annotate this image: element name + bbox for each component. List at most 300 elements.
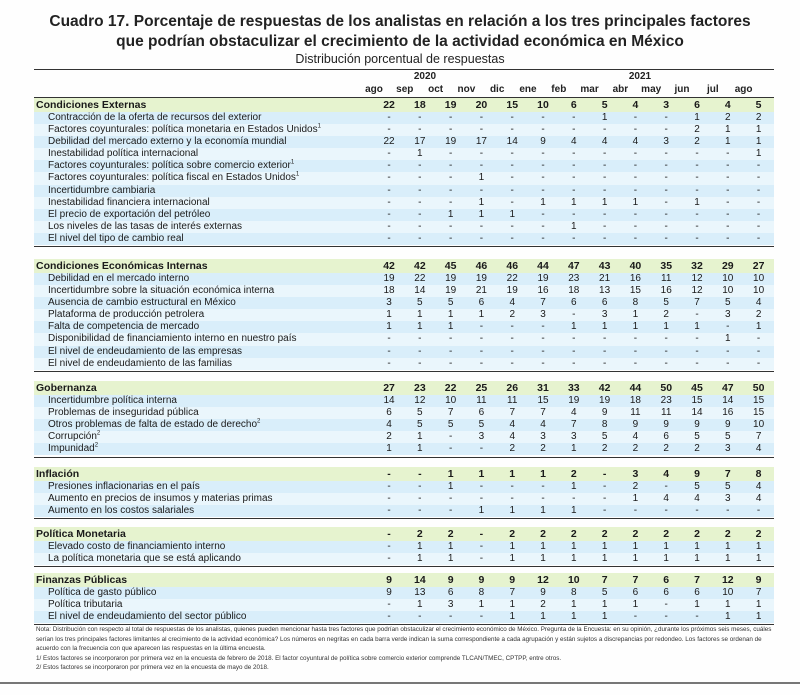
value-cell: - (404, 124, 435, 136)
value-cell: - (682, 221, 713, 233)
value-cell: - (497, 172, 528, 184)
row-label: Elevado costo de financiamiento interno (48, 541, 226, 552)
group-header-row (34, 98, 774, 112)
value-cell: - (712, 321, 743, 333)
value-cell: 15 (743, 395, 774, 407)
value-cell: - (466, 148, 497, 160)
value-cell: - (497, 160, 528, 172)
group-total-cell: 15 (497, 98, 528, 112)
value-cell: 6 (620, 587, 651, 599)
group-rule (34, 246, 774, 247)
value-cell: 10 (743, 419, 774, 431)
value-cell: 6 (651, 431, 682, 443)
value-cell: - (589, 148, 620, 160)
value-cell: 5 (682, 481, 713, 493)
value-cell: 1 (497, 209, 528, 221)
group-total-cell: 1 (528, 467, 559, 481)
value-cell: 1 (558, 541, 589, 553)
group-rule (34, 518, 774, 519)
value-cell: - (374, 505, 405, 517)
value-cell: 16 (712, 407, 743, 419)
table-row (34, 333, 774, 345)
value-cell: 5 (712, 481, 743, 493)
group-total-cell: 14 (404, 573, 435, 587)
group-total-cell: 18 (404, 98, 435, 112)
value-cell: - (528, 493, 559, 505)
value-cell: 1 (743, 599, 774, 611)
group-total-cell: 46 (466, 259, 497, 273)
group-total-cell: 32 (682, 259, 713, 273)
value-cell: 16 (620, 273, 651, 285)
month-header: may (641, 84, 662, 95)
footnote-marker: 1 (295, 172, 300, 179)
row-label-cell (34, 599, 374, 611)
value-cell: 1 (589, 599, 620, 611)
row-label-cell (34, 309, 374, 321)
value-cell: - (404, 611, 435, 623)
row-label: Disponibilidad de financiamiento interno en nuestro país (48, 333, 297, 345)
group-total-cell: 2 (651, 527, 682, 541)
value-cell: 15 (743, 407, 774, 419)
month-header: oct (428, 84, 444, 95)
group-rule (34, 371, 774, 372)
value-cell: - (528, 233, 559, 245)
value-cell: - (682, 346, 713, 358)
value-cell: - (404, 358, 435, 370)
group-total-cell: 2 (404, 527, 435, 541)
value-cell: 1 (404, 599, 435, 611)
value-cell: - (466, 124, 497, 136)
row-label-cell (34, 493, 374, 505)
value-cell: 1 (435, 209, 466, 221)
value-cell: 1 (404, 321, 435, 333)
value-cell: 7 (558, 419, 589, 431)
page-edge (0, 682, 800, 684)
value-cell: 1 (497, 599, 528, 611)
value-cell: - (374, 112, 405, 124)
group-total-cell: 3 (651, 98, 682, 112)
value-cell: 1 (374, 321, 405, 333)
value-cell: - (651, 197, 682, 209)
value-cell: 6 (435, 587, 466, 599)
value-cell: - (466, 358, 497, 370)
value-cell: 5 (589, 587, 620, 599)
value-cell: - (528, 160, 559, 172)
table-row (34, 112, 774, 124)
row-label: Debilidad del mercado externo y la economía mundial (48, 136, 287, 148)
group-header-row (34, 381, 774, 395)
value-cell: - (743, 160, 774, 172)
value-cell: 1 (558, 197, 589, 209)
value-cell: 1 (589, 541, 620, 553)
table-row (34, 297, 774, 309)
value-cell: - (435, 611, 466, 623)
value-cell: - (528, 358, 559, 370)
value-cell: 5 (712, 431, 743, 443)
value-cell: 3 (712, 309, 743, 321)
value-cell: - (620, 160, 651, 172)
group-rule (34, 566, 774, 567)
value-cell: 1 (712, 333, 743, 345)
value-cell: 12 (682, 273, 713, 285)
value-cell: - (743, 209, 774, 221)
value-cell: - (682, 333, 713, 345)
value-cell: 22 (497, 273, 528, 285)
month-header: mar (580, 84, 599, 95)
group-total-cell: 1 (497, 467, 528, 481)
value-cell: - (528, 172, 559, 184)
value-cell: 1 (651, 553, 682, 565)
value-cell: - (528, 124, 559, 136)
row-label: Aumento en los costos salariales (48, 505, 195, 517)
group-total-cell: 25 (466, 381, 497, 395)
value-cell: - (620, 221, 651, 233)
table-row (34, 221, 774, 233)
value-cell: 19 (589, 395, 620, 407)
value-cell: - (651, 599, 682, 611)
value-cell: 7 (528, 297, 559, 309)
value-cell: - (558, 160, 589, 172)
month-header: abr (612, 84, 629, 95)
group-total-cell: 42 (404, 259, 435, 273)
value-cell: 1 (712, 553, 743, 565)
value-cell: 1 (589, 197, 620, 209)
value-cell: 2 (528, 599, 559, 611)
value-cell: 10 (712, 273, 743, 285)
value-cell: - (404, 233, 435, 245)
value-cell: 1 (712, 124, 743, 136)
value-cell: 1 (404, 431, 435, 443)
value-cell: - (435, 233, 466, 245)
value-cell: - (651, 346, 682, 358)
table-row (34, 185, 774, 197)
value-cell: - (620, 172, 651, 184)
value-cell: 2 (682, 136, 713, 148)
value-cell: 10 (743, 273, 774, 285)
value-cell: 1 (435, 321, 466, 333)
value-cell: 1 (497, 611, 528, 623)
value-cell: - (435, 124, 466, 136)
value-cell: 1 (497, 505, 528, 517)
table-row (34, 124, 774, 136)
group-total-cell: 10 (528, 98, 559, 112)
value-cell: - (497, 148, 528, 160)
group-table (34, 573, 774, 623)
value-cell: - (682, 209, 713, 221)
group-total-cell: 7 (589, 573, 620, 587)
value-cell: 3 (435, 599, 466, 611)
value-cell: - (589, 124, 620, 136)
note-2: 2/ Estos factores se incorporaron por primera vez en la encuesta de mayo de 2018. (36, 664, 269, 671)
value-cell: 11 (497, 395, 528, 407)
row-label-cell (34, 481, 374, 493)
row-label-cell (34, 209, 374, 221)
value-cell: - (651, 481, 682, 493)
table-row (34, 599, 774, 611)
group-total-cell: 2 (558, 527, 589, 541)
value-cell: 7 (497, 587, 528, 599)
group-header-row (34, 573, 774, 587)
value-cell: - (404, 346, 435, 358)
value-cell: 4 (743, 443, 774, 455)
value-cell: 16 (651, 285, 682, 297)
table-row (34, 407, 774, 419)
month-header: sep (396, 84, 414, 95)
group-total-cell: 2 (682, 527, 713, 541)
value-cell: 7 (682, 297, 713, 309)
table-row (34, 505, 774, 517)
value-cell: 1 (374, 443, 405, 455)
table-row (34, 443, 774, 455)
value-cell: 6 (558, 297, 589, 309)
footnote-marker: 1 (317, 123, 321, 130)
row-label-cell (34, 221, 374, 233)
value-cell: - (589, 221, 620, 233)
value-cell: 1 (682, 599, 713, 611)
value-cell: 6 (374, 407, 405, 419)
row-label: Impunidad (48, 443, 95, 455)
value-cell: 4 (743, 481, 774, 493)
value-cell: - (497, 185, 528, 197)
group-total-cell: 42 (374, 259, 405, 273)
value-cell: - (404, 333, 435, 345)
value-cell: 1 (466, 197, 497, 209)
value-cell: 19 (374, 273, 405, 285)
value-cell: - (651, 160, 682, 172)
value-cell: 4 (651, 493, 682, 505)
value-cell: - (404, 481, 435, 493)
group-total-cell: 1 (466, 467, 497, 481)
value-cell: 2 (589, 443, 620, 455)
value-cell: - (712, 209, 743, 221)
value-cell: 10 (743, 285, 774, 297)
value-cell: 1 (620, 197, 651, 209)
group-total-cell: 22 (435, 381, 466, 395)
value-cell: 1 (435, 309, 466, 321)
value-cell: - (497, 346, 528, 358)
value-cell: 21 (589, 273, 620, 285)
group-total-cell: 9 (435, 573, 466, 587)
group-total-cell: 3 (620, 467, 651, 481)
value-cell: - (528, 209, 559, 221)
month-header: jul (706, 84, 719, 95)
group-header-row (34, 467, 774, 481)
value-cell: - (497, 493, 528, 505)
row-label: Política de gasto público (48, 587, 157, 598)
value-cell: 4 (743, 493, 774, 505)
value-cell: - (712, 160, 743, 172)
value-cell: 10 (712, 285, 743, 297)
value-cell: - (528, 112, 559, 124)
value-cell: - (651, 124, 682, 136)
value-cell: - (497, 358, 528, 370)
value-cell: - (404, 185, 435, 197)
table-row (34, 209, 774, 221)
value-cell: 1 (589, 112, 620, 124)
value-cell: 18 (374, 285, 405, 297)
value-cell: 7 (435, 407, 466, 419)
value-cell: 9 (528, 136, 559, 148)
group-name: Inflación (34, 467, 374, 481)
value-cell: - (620, 185, 651, 197)
group-total-cell: 7 (620, 573, 651, 587)
value-cell: - (682, 160, 713, 172)
top-rule (34, 69, 774, 70)
value-cell: 5 (435, 419, 466, 431)
value-cell: 6 (589, 297, 620, 309)
value-cell: - (589, 493, 620, 505)
group-total-cell: 9 (743, 573, 774, 587)
group-total-cell: 5 (589, 98, 620, 112)
value-cell: - (558, 148, 589, 160)
value-cell: - (466, 233, 497, 245)
table-row (34, 419, 774, 431)
value-cell: - (374, 333, 405, 345)
row-label-cell (34, 431, 374, 443)
value-cell: 1 (620, 321, 651, 333)
value-cell: 4 (558, 136, 589, 148)
row-label-cell (34, 443, 374, 455)
value-cell: 9 (528, 587, 559, 599)
value-cell: 8 (558, 587, 589, 599)
group-rule (34, 457, 774, 458)
value-cell: 11 (620, 407, 651, 419)
value-cell: 3 (712, 493, 743, 505)
value-cell: 1 (528, 541, 559, 553)
value-cell: 2 (743, 309, 774, 321)
value-cell: 1 (404, 443, 435, 455)
value-cell: - (466, 221, 497, 233)
value-cell: - (497, 233, 528, 245)
value-cell: - (528, 333, 559, 345)
value-cell: - (712, 346, 743, 358)
value-cell: 16 (528, 285, 559, 297)
value-cell: 14 (497, 136, 528, 148)
month-header: nov (457, 84, 476, 95)
value-cell: 4 (497, 419, 528, 431)
row-label-cell (34, 419, 374, 431)
value-cell: - (435, 221, 466, 233)
value-cell: - (589, 346, 620, 358)
group-total-cell: 20 (466, 98, 497, 112)
table-row (34, 553, 774, 565)
value-cell: - (589, 233, 620, 245)
value-cell: 1 (620, 599, 651, 611)
value-cell: 10 (712, 587, 743, 599)
row-label: Otros problemas de falta de estado de derecho (48, 419, 258, 431)
row-label-cell (34, 346, 374, 358)
value-cell: - (466, 493, 497, 505)
row-label: Falta de competencia de mercado (48, 321, 200, 333)
value-cell: - (651, 505, 682, 517)
row-label-cell (34, 587, 374, 599)
value-cell: 1 (620, 553, 651, 565)
group-name: Condiciones Externas (34, 98, 374, 112)
row-label: Factores coyunturales: política sobre comercio exterior (48, 160, 291, 172)
group-total-cell: 9 (466, 573, 497, 587)
value-cell: 1 (558, 553, 589, 565)
row-label-cell (34, 395, 374, 407)
value-cell: 2 (682, 124, 713, 136)
value-cell: - (528, 346, 559, 358)
value-cell: 1 (743, 136, 774, 148)
value-cell: 1 (620, 493, 651, 505)
value-cell: - (558, 309, 589, 321)
value-cell: - (651, 112, 682, 124)
group-total-cell: 9 (374, 573, 405, 587)
value-cell: - (466, 553, 497, 565)
value-cell: - (404, 221, 435, 233)
table-row (34, 136, 774, 148)
value-cell: - (743, 172, 774, 184)
row-label: El nivel de endeudamiento de las familias (48, 357, 232, 369)
group-total-cell: 2 (558, 467, 589, 481)
value-cell: 1 (682, 541, 713, 553)
group-total-cell: 12 (528, 573, 559, 587)
value-cell: 7 (528, 407, 559, 419)
value-cell: - (435, 112, 466, 124)
table-row (34, 611, 774, 623)
value-cell: 5 (404, 297, 435, 309)
group-total-cell: 44 (620, 381, 651, 395)
value-cell: - (435, 358, 466, 370)
value-cell: - (743, 505, 774, 517)
value-cell: 1 (404, 309, 435, 321)
value-cell: 11 (651, 273, 682, 285)
value-cell: - (743, 333, 774, 345)
value-cell: 12 (682, 285, 713, 297)
value-cell: - (404, 160, 435, 172)
value-cell: 1 (466, 505, 497, 517)
value-cell: - (558, 124, 589, 136)
row-label: Aumento en precios de insumos y materias primas (48, 493, 273, 505)
value-cell: - (712, 185, 743, 197)
value-cell: - (497, 124, 528, 136)
value-cell: 1 (712, 611, 743, 623)
value-cell: - (743, 346, 774, 358)
value-cell: - (374, 209, 405, 221)
value-cell: 1 (528, 197, 559, 209)
group-total-cell: 29 (712, 259, 743, 273)
value-cell: - (497, 197, 528, 209)
value-cell: 1 (682, 112, 713, 124)
value-cell: 6 (651, 587, 682, 599)
group-total-cell: 2 (435, 527, 466, 541)
table-subtitle: Distribución porcentual de respuestas (295, 52, 505, 66)
group-total-cell: 4 (620, 98, 651, 112)
group-table (34, 467, 774, 517)
value-cell: 1 (743, 611, 774, 623)
value-cell: 4 (682, 493, 713, 505)
value-cell: 1 (620, 309, 651, 321)
group-total-cell: 7 (682, 573, 713, 587)
value-cell: - (466, 160, 497, 172)
value-cell: 19 (435, 285, 466, 297)
value-cell: - (743, 221, 774, 233)
value-cell: 6 (466, 407, 497, 419)
value-cell: - (558, 358, 589, 370)
value-cell: 22 (374, 136, 405, 148)
table-row (34, 321, 774, 333)
value-cell: 1 (404, 553, 435, 565)
row-label-cell (34, 358, 374, 370)
group-total-cell: 27 (374, 381, 405, 395)
value-cell: - (651, 148, 682, 160)
value-cell: - (404, 209, 435, 221)
value-cell: 13 (404, 587, 435, 599)
value-cell: - (651, 233, 682, 245)
group-total-cell: 42 (589, 381, 620, 395)
